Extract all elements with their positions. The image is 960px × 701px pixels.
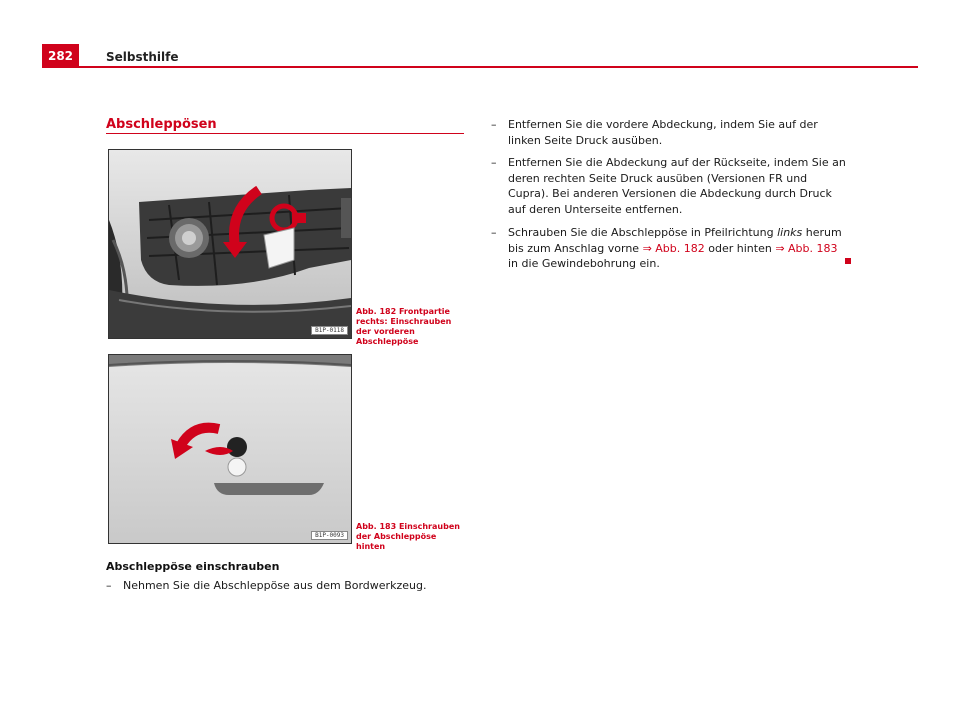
figure-caption: Abb. 183 Einschrauben der Abschleppöse hinten <box>356 522 460 551</box>
front-bumper-illustration <box>109 150 351 338</box>
step-text: Nehmen Sie die Abschleppöse aus dem Bordwerkzeug. <box>123 579 427 592</box>
step-text-part: oder hinten <box>704 241 776 255</box>
figure-reference-183[interactable]: ⇒ Abb. 183 <box>775 241 838 255</box>
step-text-part: herum bis zum Anschlag vorne <box>508 226 842 255</box>
step-text <box>491 225 851 272</box>
page-number: 282 <box>42 44 79 68</box>
step-text: Entfernen Sie die Abdeckung auf der Rückseite, indem Sie an deren rechten Seite Druck ausüben (Versionen FR und Cupra). Bei anderen Versionen die Abdeckung durch Druck auf deren Unterseite entfernen. <box>508 156 846 216</box>
emphasis-links: links <box>777 226 803 239</box>
figure-code: B1P-0118 <box>311 326 348 335</box>
bullet-dash: – <box>491 226 497 239</box>
step-remove-front-cover <box>491 117 851 148</box>
step-text-part: in die Gewindebohrung ein. <box>508 257 660 270</box>
rear-bumper-illustration <box>109 355 351 543</box>
step-remove-tow-eye <box>106 578 466 594</box>
bullet-dash: – <box>491 156 497 169</box>
figure-front-tow-eye <box>108 149 352 339</box>
figure-reference-182[interactable]: ⇒ Abb. 182 <box>642 241 705 255</box>
section-title: Abschleppösen <box>106 117 217 132</box>
figure-caption: Abb. 182 Frontpartie rechts: Einschrauben der vorderen Abschleppöse <box>356 307 452 346</box>
chapter-title: Selbsthilfe <box>106 50 179 64</box>
figure-code: B1P-0093 <box>311 531 348 540</box>
step-screw-in-tow-eye <box>491 225 851 272</box>
step-text-part: Schrauben Sie die Abschleppöse in Pfeilrichtung <box>508 226 778 239</box>
section-rule <box>106 133 464 134</box>
step-remove-rear-cover <box>491 155 851 217</box>
header-rule <box>79 66 918 68</box>
bullet-dash: – <box>106 579 112 592</box>
step-text: Entfernen Sie die vordere Abdeckung, indem Sie auf der linken Seite Druck ausüben. <box>508 118 818 147</box>
bullet-dash: – <box>491 118 497 131</box>
subsection-title: Abschleppöse einschrauben <box>106 560 280 573</box>
section-end-marker <box>845 258 851 264</box>
figure-rear-tow-eye <box>108 354 352 544</box>
